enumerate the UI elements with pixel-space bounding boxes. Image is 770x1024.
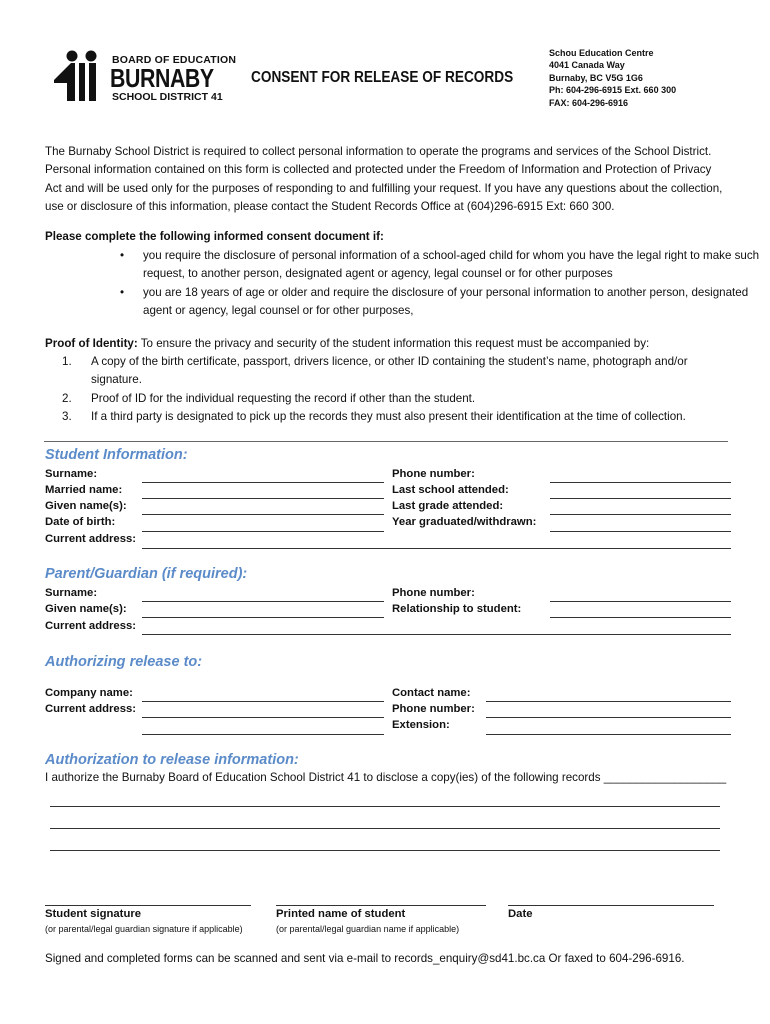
parent-guardian-heading: Parent/Guardian (if required): bbox=[45, 566, 248, 582]
parent-phone-label: Phone number: bbox=[392, 587, 475, 599]
student-surname-field[interactable] bbox=[142, 482, 384, 483]
printed-name-label: Printed name of student bbox=[276, 908, 406, 920]
bullet-icon: • bbox=[120, 249, 125, 262]
office-address bbox=[549, 47, 676, 109]
student-given-names-field[interactable] bbox=[142, 514, 384, 515]
logo-board-of-education: BOARD OF EDUCATION bbox=[112, 54, 237, 66]
records-field-line-2[interactable] bbox=[50, 828, 720, 829]
logo-school-district: SCHOOL DISTRICT 41 bbox=[112, 91, 223, 103]
extension-field[interactable] bbox=[486, 734, 731, 735]
list-item bbox=[62, 353, 741, 390]
last-grade-field[interactable] bbox=[550, 514, 731, 515]
parent-surname-field[interactable] bbox=[142, 601, 384, 602]
address-line: Ph: 604-296-6915 Ext. 660 300 bbox=[549, 85, 677, 96]
address-line: FAX: 604-296-6916 bbox=[549, 97, 629, 108]
last-grade-label: Last grade attended: bbox=[392, 500, 504, 512]
student-surname-label: Surname: bbox=[45, 468, 98, 480]
student-dob-label: Date of birth: bbox=[45, 516, 116, 528]
extension-label: Extension: bbox=[392, 719, 450, 731]
list-item bbox=[110, 284, 763, 321]
relationship-label: Relationship to student: bbox=[392, 603, 522, 615]
printed-name-field[interactable] bbox=[276, 905, 486, 906]
submission-instructions: Signed and completed forms can be scanned and sent via e-mail to records_enquiry@sd41.bc.ca Or faxed to 604-296-6916. bbox=[45, 952, 685, 965]
last-school-label: Last school attended: bbox=[392, 484, 509, 496]
student-signature-note: (or parental/legal guardian signature if applicable) bbox=[45, 924, 243, 934]
list-item bbox=[62, 408, 741, 426]
parent-surname-label: Surname: bbox=[45, 587, 98, 599]
year-graduated-label: Year graduated/withdrawn: bbox=[392, 516, 537, 528]
proof-item-text: A copy of the birth certificate, passport, drivers licence, or other ID containing the student’s name, photograph and/or signature. bbox=[91, 355, 688, 387]
company-address-field-2[interactable] bbox=[142, 734, 384, 735]
release-to-heading: Authorizing release to: bbox=[45, 654, 203, 670]
date-field[interactable] bbox=[508, 905, 714, 906]
student-married-name-field[interactable] bbox=[142, 498, 384, 499]
condition-text: you are 18 years of age or older and require the disclosure of your personal information to another person, designated agent or agency, legal counsel or for other purposes, bbox=[143, 285, 749, 318]
company-name-label: Company name: bbox=[45, 687, 133, 699]
student-info-heading: Student Information: bbox=[45, 447, 188, 463]
parent-given-names-label: Given name(s): bbox=[45, 603, 127, 615]
contact-phone-field[interactable] bbox=[486, 717, 731, 718]
student-dob-field[interactable] bbox=[142, 531, 384, 532]
condition-text: you require the disclosure of personal information of a school-aged child for whom you have the legal right to make such request, to another person, designated agent or agency, legal counsel or for other purposes bbox=[143, 249, 760, 281]
student-address-label: Current address: bbox=[45, 533, 137, 545]
last-school-field[interactable] bbox=[550, 498, 731, 499]
year-graduated-field[interactable] bbox=[550, 531, 731, 532]
address-line: 4041 Canada Way bbox=[549, 60, 625, 71]
proof-item-text: Proof of ID for the individual requesting the record if other than the student. bbox=[91, 391, 476, 405]
notice-line: Personal information contained on this form is collected and protected under the Freedom of Information and Protection of Privacy bbox=[45, 163, 712, 177]
proof-of-identity bbox=[45, 335, 649, 353]
list-item bbox=[110, 247, 763, 284]
list-item bbox=[62, 390, 741, 408]
consent-heading: Please complete the following informed consent document if: bbox=[45, 230, 384, 243]
contact-name-label: Contact name: bbox=[392, 687, 471, 699]
privacy-notice bbox=[45, 143, 745, 217]
bullet-icon: • bbox=[120, 285, 125, 299]
company-address-label: Current address: bbox=[45, 703, 137, 715]
list-number: 1. bbox=[62, 355, 72, 368]
list-number: 3. bbox=[62, 410, 72, 424]
notice-line: use or disclosure of this information, please contact the Student Records Office at (604)296-6915 Ext: 660 300. bbox=[45, 200, 615, 214]
authorization-heading: Authorization to release information: bbox=[45, 752, 299, 768]
student-phone-label: Phone number: bbox=[392, 468, 475, 480]
address-line: Schou Education Centre bbox=[549, 48, 654, 58]
records-field-line-1[interactable] bbox=[50, 806, 720, 807]
date-label: Date bbox=[508, 908, 533, 920]
proof-text: To ensure the privacy and security of the student information this request must be accompanied by: bbox=[137, 337, 650, 350]
form-title: CONSENT FOR RELEASE OF RECORDS bbox=[251, 69, 514, 86]
parent-phone-field[interactable] bbox=[550, 601, 731, 602]
contact-phone-label: Phone number: bbox=[392, 703, 475, 715]
contact-name-field[interactable] bbox=[486, 701, 731, 702]
parent-given-names-field[interactable] bbox=[142, 617, 384, 618]
student-address-field[interactable] bbox=[142, 548, 731, 549]
printed-name-note: (or parental/legal guardian name if applicable) bbox=[276, 924, 460, 934]
student-phone-field[interactable] bbox=[550, 482, 731, 483]
authorization-statement: I authorize the Burnaby Board of Education School District 41 to disclose a copy(ies) of the following records ___________________ bbox=[45, 771, 727, 784]
parent-address-field[interactable] bbox=[142, 634, 731, 635]
student-given-names-label: Given name(s): bbox=[45, 500, 127, 512]
records-field-line-3[interactable] bbox=[50, 850, 720, 851]
parent-address-label: Current address: bbox=[45, 620, 137, 632]
notice-line: The Burnaby School District is required to collect personal information to operate the programs and services of the School District. bbox=[45, 145, 712, 158]
consent-conditions bbox=[110, 247, 763, 321]
proof-item-text: If a third party is designated to pick up the records they must also present their identification at the time of collection. bbox=[91, 410, 686, 424]
relationship-field[interactable] bbox=[550, 617, 731, 618]
section-divider bbox=[44, 441, 728, 442]
student-signature-label: Student signature bbox=[45, 908, 142, 920]
student-signature-field[interactable] bbox=[45, 905, 251, 906]
student-married-name-label: Married name: bbox=[45, 484, 123, 496]
company-name-field[interactable] bbox=[142, 701, 384, 702]
notice-line: Act and will be used only for the purposes of responding to and fulfilling your request. If you have any questions about the collection, bbox=[45, 181, 723, 195]
district-logo bbox=[52, 50, 237, 106]
list-number: 2. bbox=[62, 391, 72, 405]
address-line: Burnaby, BC V5G 1G6 bbox=[549, 72, 643, 83]
proof-label: Proof of Identity: bbox=[45, 337, 138, 350]
proof-list bbox=[62, 353, 741, 427]
logo-burnaby: BURNABY bbox=[110, 63, 214, 93]
company-address-field[interactable] bbox=[142, 717, 384, 718]
people-icon bbox=[52, 50, 112, 102]
